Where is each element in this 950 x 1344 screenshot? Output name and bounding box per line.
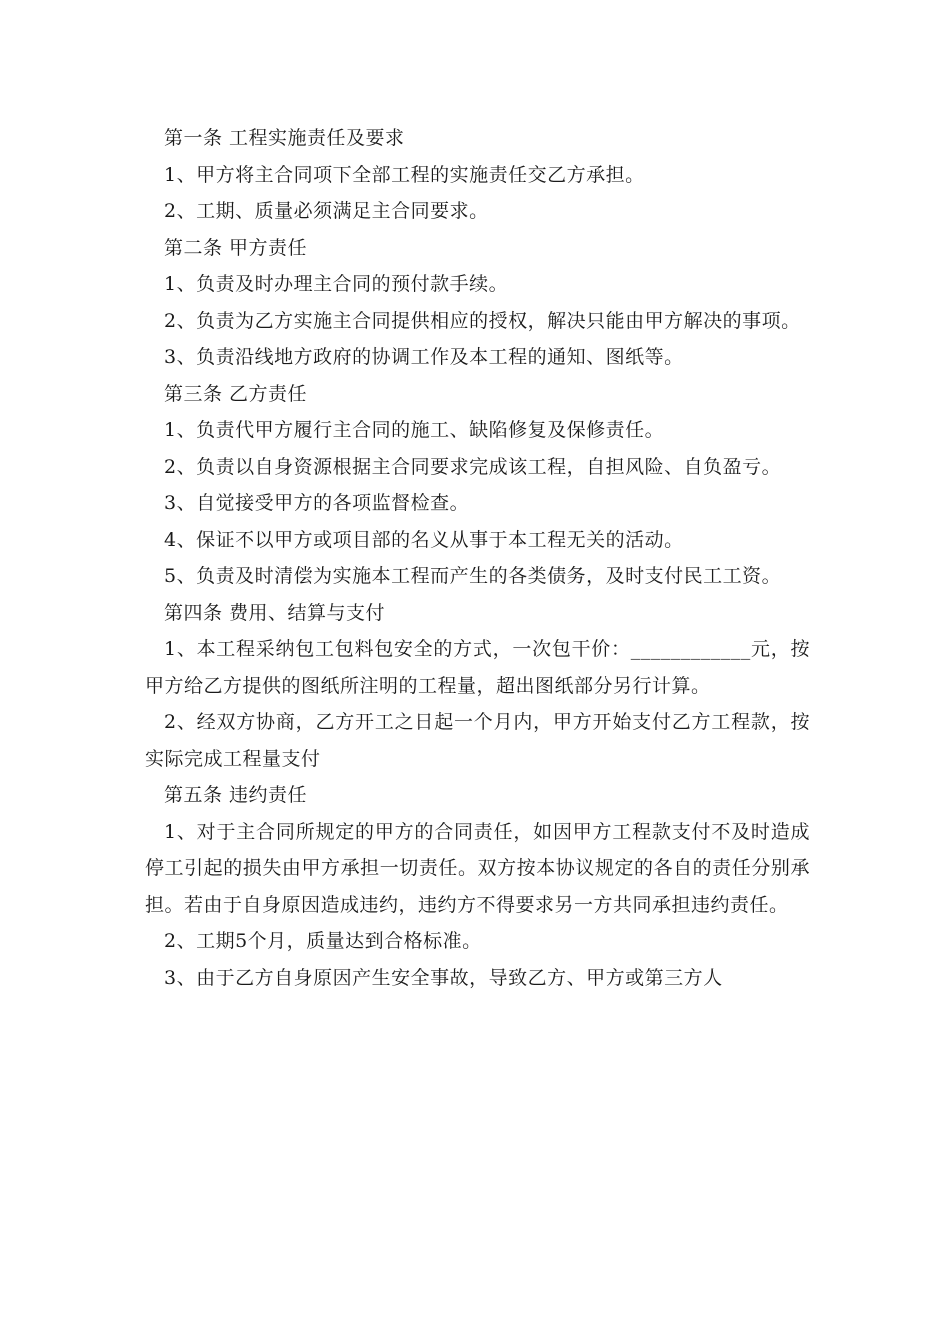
- article-3-item-4: 4、保证不以甲方或项目部的名义从事于本工程无关的活动。: [164, 528, 684, 551]
- article-5-item-2: 2、工期5个月，质量达到合格标准。: [164, 930, 482, 952]
- article-5-heading: 第五条 违约责任: [164, 784, 308, 806]
- article-2-heading: 第二条 甲方责任: [164, 236, 308, 259]
- article-4-item-2: 2、经双方协商，乙方开工之日起一个月内，甲方开始支付乙方工程款，按实际完成工程量支付: [145, 711, 810, 770]
- article-3-heading: 第三条 乙方责任: [164, 382, 308, 405]
- article-3-item-3: 3、自觉接受甲方的各项监督检查。: [164, 492, 470, 514]
- article-1-heading: 第一条 工程实施责任及要求: [164, 127, 405, 149]
- article-2-item-1: 1、负责及时办理主合同的预付款手续。: [164, 273, 509, 295]
- article-5-item-1: 1、对于主合同所规定的甲方的合同责任，如因甲方工程款支付不及时造成停工引起的损失由甲方承担一切责任。双方按本协议规定的各自的责任分别承担。若由于自身原因造成违约，违约方不得要求另一方共同承担违约责任。: [145, 820, 810, 916]
- document-page: [145, 120, 810, 996]
- article-4-heading: 第四条 费用、结算与支付: [164, 601, 386, 624]
- article-3-item-5: 5、负责及时清偿为实施本工程而产生的各类债务，及时支付民工工资。: [164, 565, 782, 587]
- article-5-item-3: 3、由于乙方自身原因产生安全事故，导致乙方、甲方或第三方人: [164, 966, 723, 989]
- article-3-item-1: 1、负责代甲方履行主合同的施工、缺陷修复及保修责任。: [164, 419, 665, 441]
- article-4-item-1: 1、本工程采纳包工包料包安全的方式，一次包干价：____________元，按甲方给乙方提供的图纸所注明的工程量，超出图纸部分另行计算。: [145, 638, 810, 697]
- article-3-item-2: 2、负责以自身资源根据主合同要求完成该工程，自担风险、自负盈亏。: [164, 455, 782, 478]
- article-2-item-2: 2、负责为乙方实施主合同提供相应的授权，解决只能由甲方解决的事项。: [164, 309, 801, 332]
- article-2-item-3: 3、负责沿线地方政府的协调工作及本工程的通知、图纸等。: [164, 346, 684, 368]
- article-1-item-1: 1、甲方将主合同项下全部工程的实施责任交乙方承担。: [164, 163, 645, 186]
- article-1-item-2: 2、工期、质量必须满足主合同要求。: [164, 200, 489, 222]
